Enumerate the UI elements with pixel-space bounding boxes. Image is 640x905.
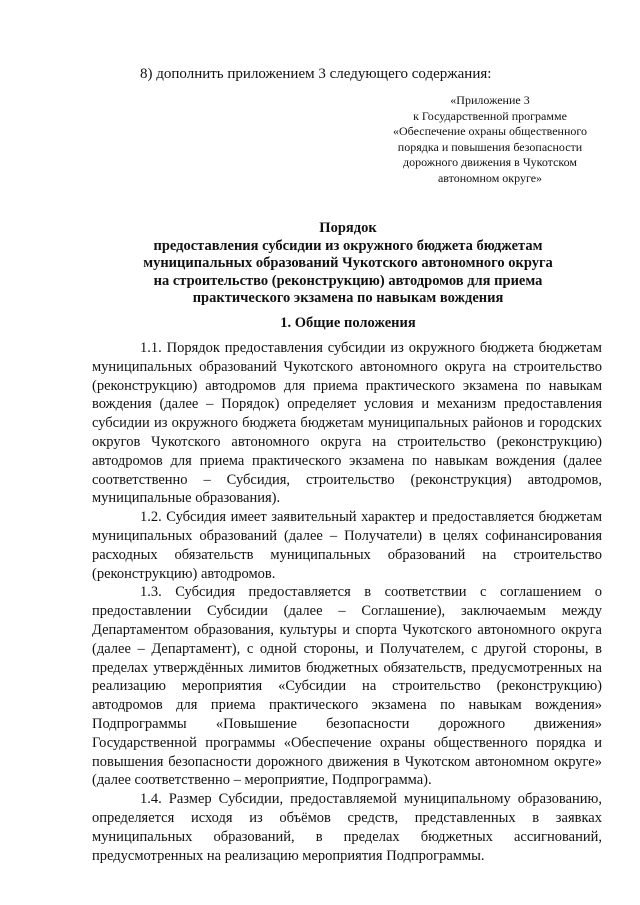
title-line: предоставления субсидии из окружного бюджета бюджетам	[153, 237, 543, 254]
intro-line: 8) дополнить приложением 3 следующего содержания:	[140, 66, 492, 82]
appendix-reference	[380, 93, 600, 186]
appendix-line: автономном округе»	[437, 170, 543, 185]
paragraph-1-3: 1.3. Субсидия предоставляется в соответствии с соглашением о предоставлении Субсидии (далее – Соглашение), заключаемым между Департаментом образования, культуры и спорта Чукотского автономного округа (далее – Департамент), с одной стороны, и Получателем, с другой стороны, в пределах утверждённых лимитов бюджетных обязательств, предусмотренных на реализацию мероприятия «Субсидии на строительство (реконструкцию) автодромов для приема практического экзамена по навыкам вождения» Подпрограммы «Повышение безопасности дорожного движения» Государственной программы «Обеспечение охраны общественного порядка и повышения безопасности дорожного движения в Чукотском автономном округе» (далее соответственно – мероприятие, Подпрограмма).	[92, 584, 602, 789]
section-heading: 1. Общие положения	[280, 315, 416, 331]
appendix-line: порядка и повышения безопасности	[397, 139, 583, 154]
appendix-line: дорожного движения в Чукотском	[403, 155, 577, 169]
document-body	[92, 339, 602, 865]
paragraph-1-2: 1.2. Субсидия имеет заявительный характер и предоставляется бюджетам муниципальных образований (далее – Получатели) в целях софинансирования расходных обязательств муниципальных образований на строительство (реконструкцию) автодромов.	[92, 509, 602, 582]
appendix-line: «Обеспечение охраны общественного	[393, 124, 587, 138]
title-line: на строительство (реконструкцию) автодромов для приема	[153, 272, 543, 289]
appendix-line: к Государственной программе	[413, 108, 567, 123]
paragraph-1-1: 1.1. Порядок предоставления субсидии из окружного бюджета бюджетам муниципальных образований Чукотского автономного округа на строительство (реконструкцию) автодромов для приема практического экзамена по навыкам вождения (далее – Порядок) определяет условия и механизм предоставления субсидии из окружного бюджета бюджетам муниципальных районов и городских округов Чукотского автономного округа на строительство (реконструкцию) автодромов для приема практического экзамена по навыкам вождения (далее соответственно – Субсидия, строительство (реконструкция) автодромов, муниципальные образования).	[92, 340, 602, 507]
title-line: практического экзамена по навыкам вождения	[192, 290, 504, 306]
paragraph-1-4: 1.4. Размер Субсидии, предоставляемой муниципальному образованию, определяется исходя из объёмов средств, представленных в заявках муниципальных образований, в пределах бюджетных ассигнований, предусмотренных на реализацию мероприятия Подпрограммы.	[92, 791, 602, 864]
document-title	[92, 220, 604, 308]
title-line: Порядок	[319, 220, 377, 236]
appendix-line: «Приложение 3	[450, 93, 530, 107]
title-line: муниципальных образований Чукотского автономного округа	[143, 255, 553, 271]
